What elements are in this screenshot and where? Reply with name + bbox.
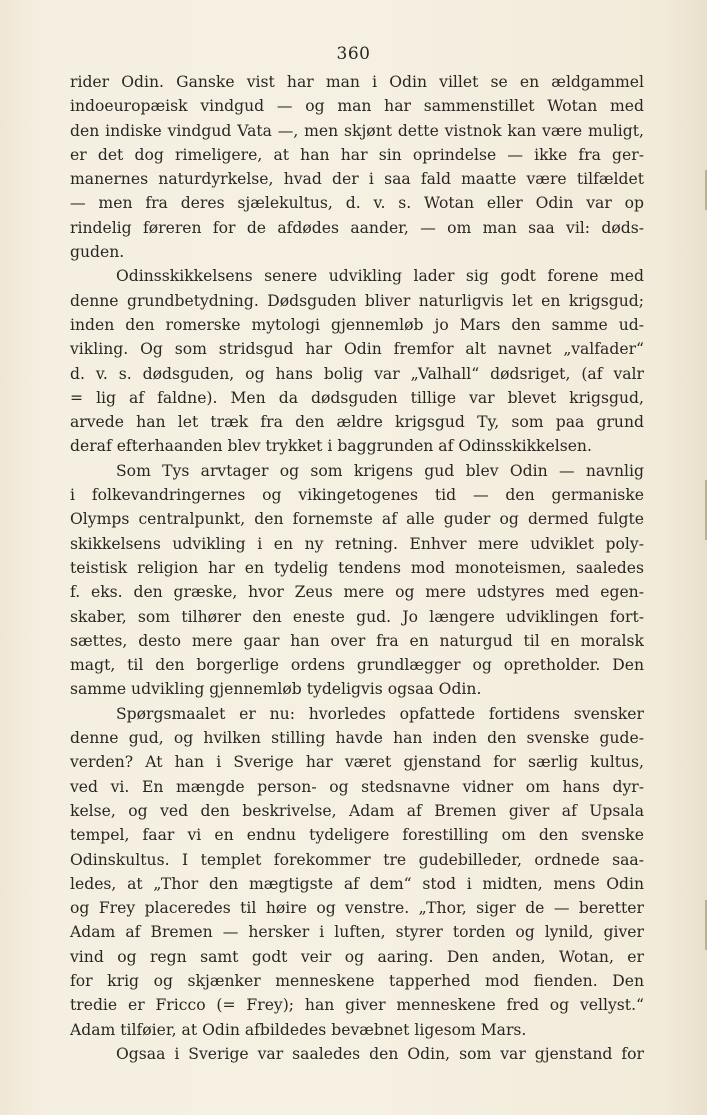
text-line: for krig og skjænker menneskene tapperhed mod fienden. Den [70,971,644,990]
text-line: d. v. s. dødsguden, og hans bolig var „Valhall“ dødsriget, (af valr [70,364,644,383]
text-line: Adam tilføier, at Odin afbildedes bevæbnet ligesom Mars. [70,1020,527,1039]
text-line: deraf efterhaanden blev trykket i baggrunden af Odinsskikkelsen. [70,437,592,456]
text-line: kelse, og ved den beskrivelse, Adam af Bremen giver af Upsala [70,801,644,820]
text-line: inden den romerske mytologi gjennemløb jo Mars den samme ud- [70,315,644,334]
text-line: Odinskultus. I templet forekommer tre gudebilleder, ordnede saa- [70,850,644,869]
text-line: guden. [70,243,125,262]
text-line: Odinsskikkelsens senere udvikling lader sig godt forene med [116,267,644,286]
text-line: denne gud, og hvilken stilling havde han inden den svenske gude- [70,729,644,748]
text-line: arvede han let træk fra den ældre krigsgud Ty, som paa grund [70,413,644,432]
text-line: tredie er Fricco (= Frey); han giver menneskene fred og vellyst.“ [70,996,644,1015]
text-line: teistisk religion har en tydelig tendens mod monoteismen, saaledes [70,558,644,577]
text-line: manernes naturdyrkelse, hvad der i saa fald maatte være tilfældet [70,170,644,189]
text-line: denne grundbetydning. Dødsguden bliver naturligvis let en krigsgud; [70,291,644,310]
text-line: i folkevandringernes og vikingetogenes tid — den germaniske [70,486,644,505]
text-line: Adam af Bremen — hersker i luften, styrer torden og lynild, giver [70,923,644,942]
text-line: vikling. Og som stridsgud har Odin fremfor alt navnet „valfader“ [70,340,644,359]
text-line: rindelig føreren for de afdødes aander, — om man saa vil: døds- [70,218,644,237]
text-line: — men fra deres sjælekultus, d. v. s. Wotan eller Odin var op [70,194,644,213]
text-line: er det dog rimeligere, at han har sin oprindelse — ikke fra ger- [70,145,644,164]
text-line: magt, til den borgerlige ordens grundlægger og opretholder. Den [70,656,644,675]
text-line: Olymps centralpunkt, den fornemste af alle guder og dermed fulgte [70,510,644,529]
text-line: Som Tys arvtager og som krigens gud blev Odin — navnlig [116,461,644,480]
text-line: verden? At han i Sverige har været gjenstand for særlig kultus, [70,753,644,772]
text-line: den indiske vindgud Vata —, men skjønt dette vistnok kan være muligt, [70,121,644,140]
text-line: skikkelsens udvikling i en ny retning. Enhver mere udviklet poly- [70,534,644,553]
text-line: vind og regn samt godt veir og aaring. Den anden, Wotan, er [70,947,644,966]
text-line: skaber, som tilhører den eneste gud. Jo længere udviklingen fort- [70,607,644,626]
text-line: tempel, faar vi en endnu tydeligere forestilling om den svenske [70,826,644,845]
body-text [70,70,644,1066]
text-line: sættes, desto mere gaar han over fra en naturgud til en moralsk [70,631,644,650]
text-line: ved vi. En mængde person- og stedsnavne vidner om hans dyr- [70,777,644,796]
text-line: ledes, at „Thor den mægtigste af dem“ stod i midten, mens Odin [70,874,644,893]
text-line: = lig af faldne). Men da dødsguden tillige var blevet krigsgud, [70,388,644,407]
page-number: 360 [336,44,371,64]
text-line: indoeuropæisk vindgud — og man har sammenstillet Wotan med [70,97,644,116]
text-line: samme udvikling gjennemløb tydeligvis ogsaa Odin. [70,680,482,699]
text-line: f. eks. den græske, hvor Zeus mere og mere udstyres med egen- [70,583,644,602]
text-line: rider Odin. Ganske vist har man i Odin villet se en ældgammel [70,73,644,91]
text-line: og Frey placeredes til høire og venstre. „Thor, siger de — beretter [70,899,644,918]
text-line: Spørgsmaalet er nu: hvorledes opfattede fortidens svensker [116,704,644,723]
text-line: Ogsaa i Sverige var saaledes den Odin, som var gjenstand for [116,1044,644,1063]
